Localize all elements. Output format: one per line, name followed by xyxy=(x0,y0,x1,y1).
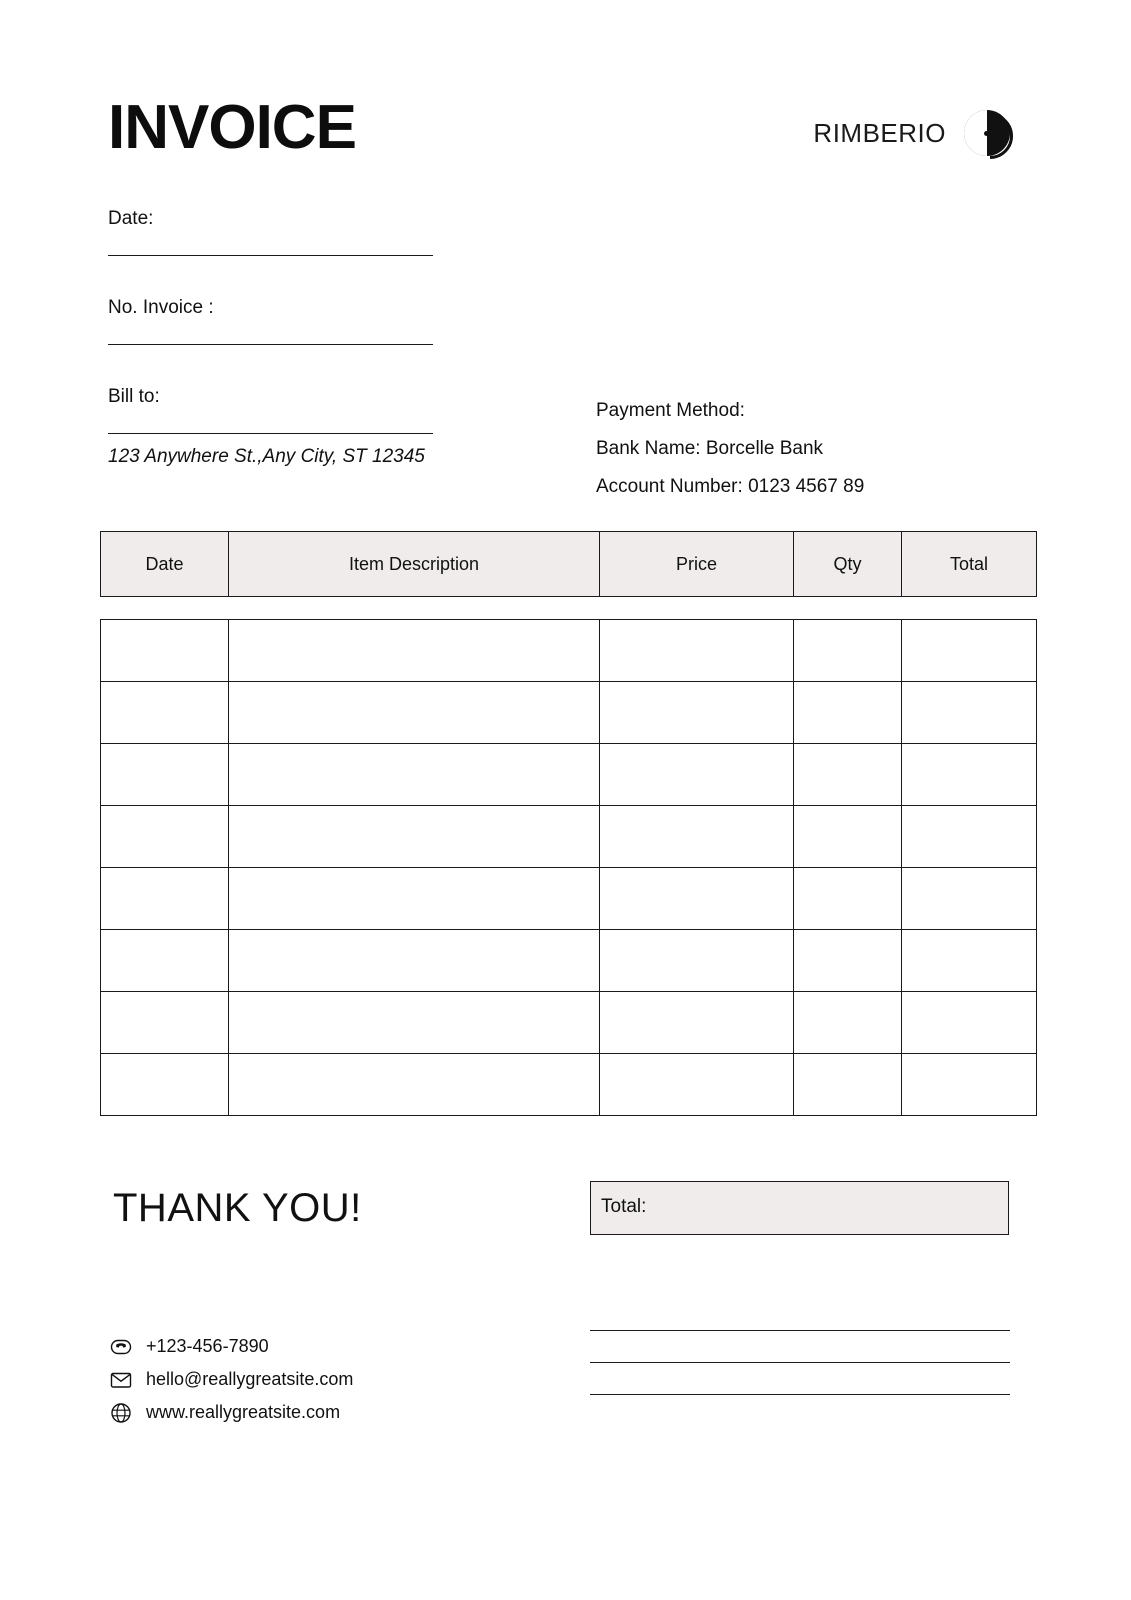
payment-method-block xyxy=(596,392,1016,506)
table-cell[interactable] xyxy=(229,868,600,930)
invoice-meta xyxy=(108,205,568,468)
table-cell[interactable] xyxy=(600,620,794,682)
contact-phone: +123-456-7890 xyxy=(146,1336,269,1356)
contact-email[interactable]: hello@reallygreatsite.com xyxy=(146,1369,354,1389)
table-cell[interactable] xyxy=(229,682,600,744)
table-row xyxy=(101,992,1037,1054)
table-cell[interactable] xyxy=(600,930,794,992)
table-cell[interactable] xyxy=(600,806,794,868)
table-cell[interactable] xyxy=(229,806,600,868)
table-cell[interactable] xyxy=(794,620,902,682)
table-cell[interactable] xyxy=(229,744,600,806)
table-row xyxy=(101,1054,1037,1116)
contact-phone-row xyxy=(110,1330,540,1363)
table-cell[interactable] xyxy=(794,682,902,744)
table-cell[interactable] xyxy=(600,992,794,1054)
table-cell[interactable] xyxy=(600,744,794,806)
table-cell[interactable] xyxy=(794,744,902,806)
total-box[interactable] xyxy=(590,1181,1009,1235)
signature-line-2[interactable] xyxy=(590,1362,1010,1363)
table-cell[interactable] xyxy=(902,1054,1037,1116)
column-header-price: Price xyxy=(600,532,794,597)
phone-icon xyxy=(110,1336,132,1358)
signature-lines xyxy=(590,1330,1010,1426)
table-cell[interactable] xyxy=(902,992,1037,1054)
table-cell[interactable] xyxy=(101,620,229,682)
table-cell[interactable] xyxy=(101,682,229,744)
table-cell[interactable] xyxy=(794,930,902,992)
table-row xyxy=(101,682,1037,744)
table-cell[interactable] xyxy=(229,930,600,992)
table-row xyxy=(101,930,1037,992)
table-cell[interactable] xyxy=(794,868,902,930)
table-cell[interactable] xyxy=(101,868,229,930)
brand xyxy=(813,110,1010,156)
invoice-number-label: No. Invoice : xyxy=(108,297,214,318)
bill-to-input-line[interactable] xyxy=(108,433,433,434)
table-cell[interactable] xyxy=(902,744,1037,806)
table-row xyxy=(101,868,1037,930)
column-header-description: Item Description xyxy=(229,532,600,597)
thank-you-text: THANK YOU! xyxy=(113,1186,362,1230)
table-cell[interactable] xyxy=(600,1054,794,1116)
globe-icon xyxy=(110,1402,132,1424)
column-header-total: Total xyxy=(902,532,1037,597)
bill-to-label: Bill to: xyxy=(108,386,160,407)
disc-logo-icon xyxy=(964,110,1010,156)
line-items-table xyxy=(100,531,1009,1116)
column-header-date: Date xyxy=(101,532,229,597)
table-row xyxy=(101,806,1037,868)
column-header-qty: Qty xyxy=(794,532,902,597)
line-items-body-table xyxy=(100,619,1037,1116)
table-cell[interactable] xyxy=(902,868,1037,930)
table-cell[interactable] xyxy=(902,930,1037,992)
bank-name: Bank Name: Borcelle Bank xyxy=(596,438,824,459)
table-cell[interactable] xyxy=(101,930,229,992)
bill-to-address: 123 Anywhere St.,Any City, ST 12345 xyxy=(108,446,425,467)
brand-name: RIMBERIO xyxy=(813,117,946,148)
table-cell[interactable] xyxy=(229,992,600,1054)
table-cell[interactable] xyxy=(229,1054,600,1116)
date-label: Date: xyxy=(108,208,154,229)
table-cell[interactable] xyxy=(101,992,229,1054)
table-cell[interactable] xyxy=(600,682,794,744)
table-cell[interactable] xyxy=(794,1054,902,1116)
contact-email-row xyxy=(110,1363,540,1396)
table-cell[interactable] xyxy=(101,1054,229,1116)
table-cell[interactable] xyxy=(600,868,794,930)
table-cell[interactable] xyxy=(101,806,229,868)
total-label: Total: xyxy=(601,1196,647,1217)
table-cell[interactable] xyxy=(229,620,600,682)
table-cell[interactable] xyxy=(902,682,1037,744)
contact-block xyxy=(110,1330,540,1429)
table-row xyxy=(101,620,1037,682)
table-cell[interactable] xyxy=(902,620,1037,682)
table-cell[interactable] xyxy=(794,806,902,868)
page-title: INVOICE xyxy=(108,93,356,162)
table-row xyxy=(101,744,1037,806)
table-cell[interactable] xyxy=(101,744,229,806)
table-header-row xyxy=(101,532,1037,597)
line-items-header-table xyxy=(100,531,1037,597)
signature-line-1[interactable] xyxy=(590,1330,1010,1331)
account-number: Account Number: 0123 4567 89 xyxy=(596,476,865,497)
table-cell[interactable] xyxy=(902,806,1037,868)
contact-website[interactable]: www.reallygreatsite.com xyxy=(146,1402,341,1422)
contact-website-row xyxy=(110,1396,540,1429)
envelope-icon xyxy=(110,1369,132,1391)
invoice-header xyxy=(100,92,1010,172)
table-cell[interactable] xyxy=(794,992,902,1054)
payment-method-label: Payment Method: xyxy=(596,400,745,421)
signature-line-3[interactable] xyxy=(590,1394,1010,1395)
